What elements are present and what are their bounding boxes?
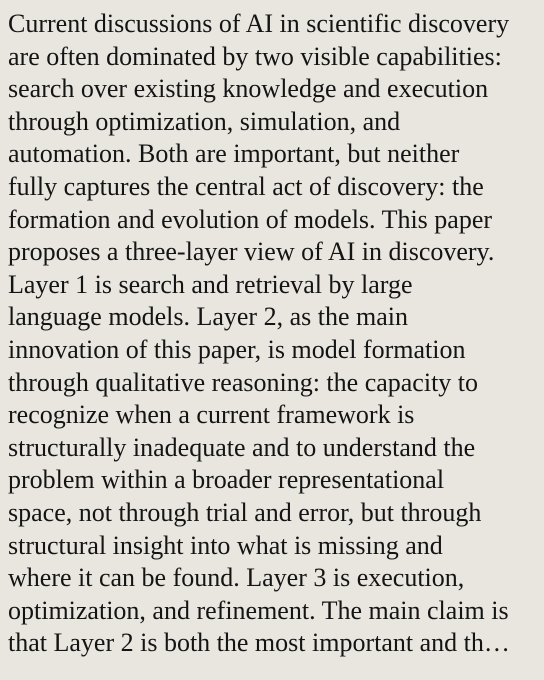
text-line-6: fully captures the central act of discovery: the <box>8 171 484 201</box>
text-line-15: problem within a broader representational <box>8 465 445 495</box>
text-line-17: structural insight into what is missing and <box>8 530 443 560</box>
text-line-1: Current discussions of AI in scientific discovery <box>8 9 510 38</box>
text-line-2: are often dominated by two visible capabilities: <box>8 41 502 71</box>
text-line-11: innovation of this paper, is model formation <box>8 334 466 364</box>
text-line-9: Layer 1 is search and retrieval by large <box>8 269 413 299</box>
text-line-19: optimization, and refinement. The main claim is <box>8 595 509 625</box>
text-line-7: formation and evolution of models. This paper <box>8 204 493 234</box>
text-line-3: search over existing knowledge and execution <box>8 74 489 104</box>
text-line-14: structurally inadequate and to understand the <box>8 432 476 462</box>
text-line-13: recognize when a current framework is <box>8 400 415 430</box>
text-line-12: through qualitative reasoning: the capacity to <box>8 367 479 397</box>
text-line-4: through optimization, simulation, and <box>8 106 401 136</box>
text-line-5: automation. Both are important, but neither <box>8 139 460 169</box>
text-line-8: proposes a three-layer view of AI in discovery. <box>8 237 495 267</box>
text-line-18: where it can be found. Layer 3 is execution, <box>8 563 465 593</box>
text-line-10: language models. Layer 2, as the main <box>8 302 408 332</box>
text-line-16: space, not through trial and error, but through <box>8 497 482 527</box>
text-line-20: that Layer 2 is both the most important and th… <box>8 628 510 658</box>
